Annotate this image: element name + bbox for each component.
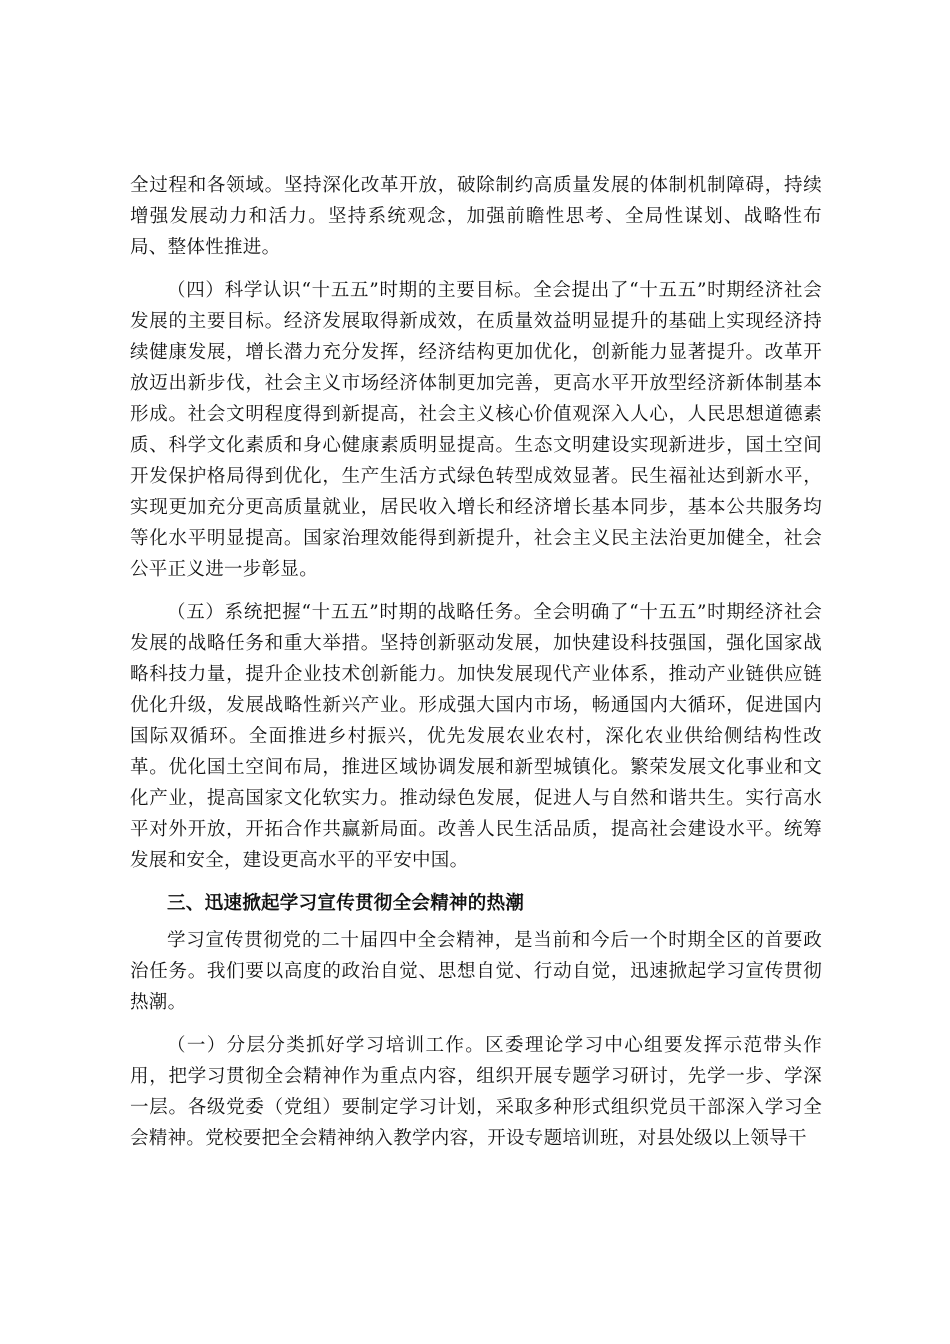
paragraph-strategic-tasks: （五）系统把握“十五五”时期的战略任务。全会明确了“十五五”时期经济社会发展的战略任务和重大举措。坚持创新驱动发展，加快建设科技强国，强化国家战略科技力量，提升企业技术创新能力。加快发展现代产业体系，推动产业链供应链优化升级，发展战略性新兴产业。形成强大国内市场，畅通国内大循环，促进国内国际双循环。全面推进乡村振兴，优先发展农业农村，深化农业供给侧结构性改革。优化国土空间布局，推进区域协调发展和新型城镇化。繁荣发展文化事业和文化产业，提高国家文化软实力。推动绿色发展，促进人与自然和谐共生。实行高水平对外开放，开拓合作共赢新局面。改善人民生活品质，提高社会建设水平。统筹发展和安全，建设更高水平的平安中国。 [130,602,822,871]
section-heading: 三、迅速掀起学习宣传贯彻全会精神的热潮 [167,893,525,914]
paragraph-study-training: （一）分层分类抓好学习培训工作。区委理论学习中心组要发挥示范带头作用，把学习贯彻全会精神作为重点内容，组织开展专题学习研讨，先学一步、学深一层。各级党委（党组）要制定学习计划，采取多种形式组织党员干部深入学习全会精神。党校要把全会精神纳入教学内容，开设专题培训班，对县处级以上领导干 [130,1035,822,1149]
document-body [130,170,822,1166]
paragraph-section-intro: 学习宣传贯彻党的二十届四中全会精神，是当前和今后一个时期全区的首要政治任务。我们要以高度的政治自觉、思想自觉、行动自觉，迅速掀起学习宣传贯彻热潮。 [130,930,822,1013]
paragraph-continuation: 全过程和各领域。坚持深化改革开放，破除制约高质量发展的体制机制障碍，持续增强发展动力和活力。坚持系统观念，加强前瞻性思考、全局性谋划、战略性布局、整体性推进。 [130,175,822,258]
paragraph-main-goals: （四）科学认识“十五五”时期的主要目标。全会提出了“十五五”时期经济社会发展的主要目标。经济发展取得新成效，在质量效益明显提升的基础上实现经济持续健康发展，增长潜力充分发挥，经济结构更加优化，创新能力显著提升。改革开放迈出新步伐，社会主义市场经济体制更加完善，更高水平开放型经济新体制基本形成。社会文明程度得到新提高，社会主义核心价值观深入人心，人民思想道德素质、科学文化素质和身心健康素质明显提高。生态文明建设实现新进步，国土空间开发保护格局得到优化，生产生活方式绿色转型成效显著。民生福祉达到新水平，实现更加充分更高质量就业，居民收入增长和经济增长基本同步，基本公共服务均等化水平明显提高。国家治理效能得到新提升，社会主义民主法治更加健全，社会公平正义进一步彰显。 [130,280,822,580]
